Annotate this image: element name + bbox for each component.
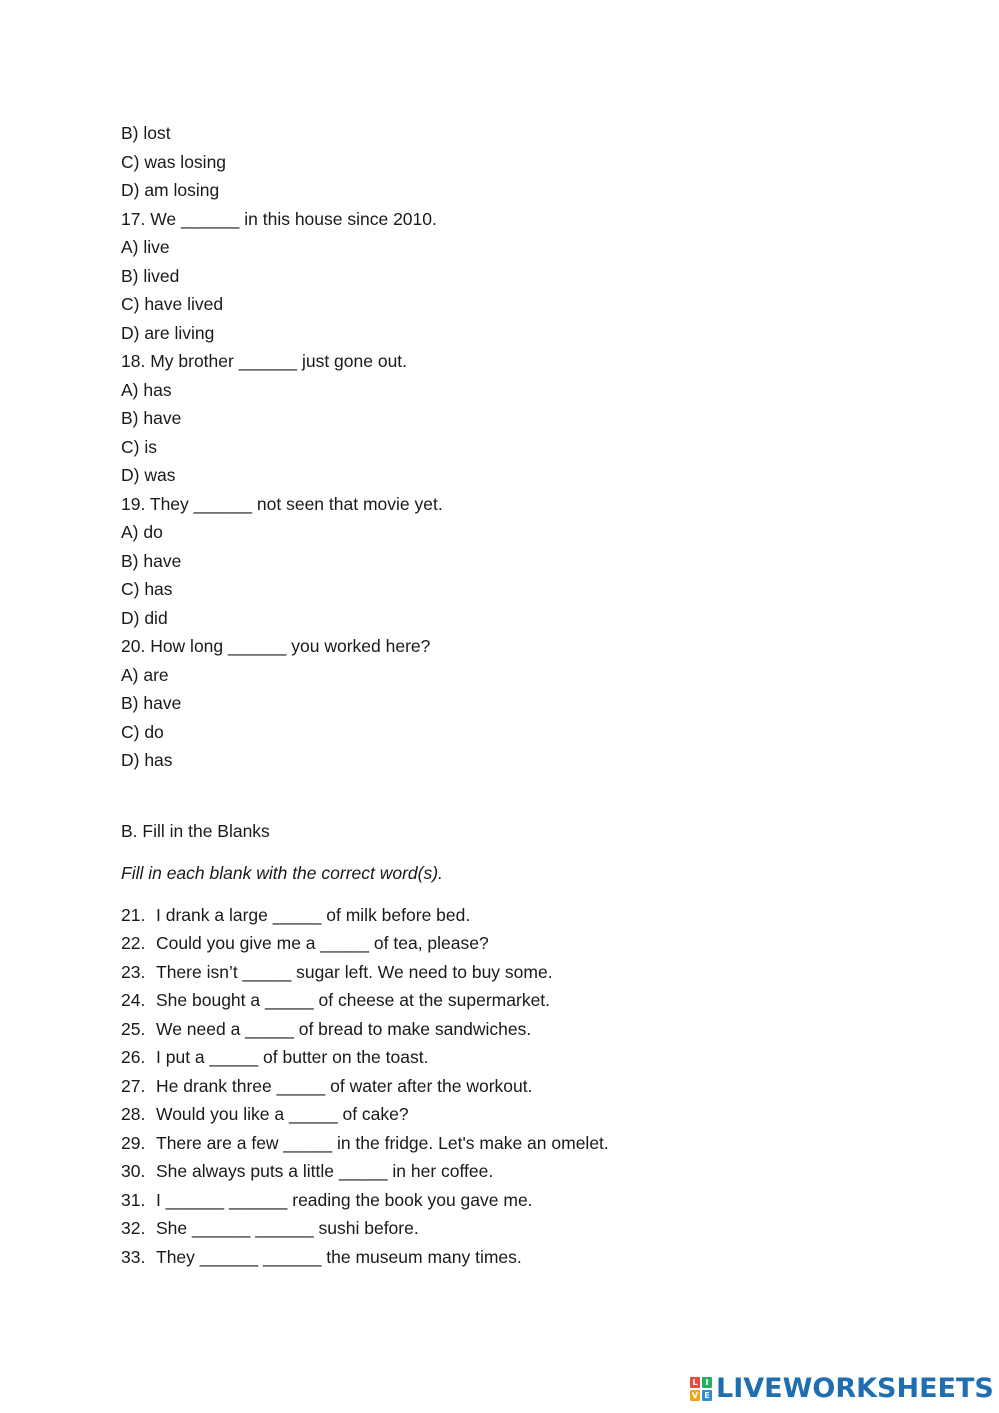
item-text: I put a _____ of butter on the toast. (156, 1047, 429, 1067)
option-line: B) have (121, 551, 182, 571)
item-number: 33. (121, 1247, 146, 1267)
item-text: They ______ ______ the museum many times. (156, 1247, 522, 1267)
item-number: 32. (121, 1218, 146, 1238)
item-number: 21. (121, 905, 146, 925)
fill-blank-item (121, 1217, 419, 1239)
item-number: 28. (121, 1104, 146, 1124)
fill-blank-item (121, 1018, 531, 1040)
option-line: A) live (121, 237, 170, 257)
option-line: D) has (121, 750, 173, 770)
fill-blank-item (121, 961, 553, 983)
fill-blank-item (121, 1046, 428, 1068)
question-line: 18. My brother ______ just gone out. (121, 351, 408, 371)
item-number: 24. (121, 990, 146, 1010)
fill-blank-item (121, 1075, 532, 1097)
option-line: A) has (121, 380, 172, 400)
option-line: B) have (121, 693, 182, 713)
fill-blank-item (121, 1246, 522, 1268)
item-text: She always puts a little _____ in her coffee. (156, 1161, 494, 1181)
item-number: 23. (121, 962, 146, 982)
option-line: B) lived (121, 266, 180, 286)
section-heading: B. Fill in the Blanks (121, 821, 270, 841)
fill-blank-item (121, 904, 470, 926)
question-line: 20. How long ______ you worked here? (121, 636, 431, 656)
option-line: B) lost (121, 123, 171, 143)
section-instruction: Fill in each blank with the correct word(s). (121, 863, 443, 883)
fill-blank-item (121, 932, 489, 954)
option-line: D) was (121, 465, 176, 485)
item-number: 22. (121, 933, 146, 953)
item-number: 31. (121, 1190, 146, 1210)
option-line: C) is (121, 437, 157, 457)
logo-mark-tile: E (702, 1390, 712, 1401)
option-line: C) have lived (121, 294, 224, 314)
fill-blank-item (121, 1189, 533, 1211)
item-text: We need a _____ of bread to make sandwiches. (156, 1019, 532, 1039)
option-line: D) am losing (121, 180, 220, 200)
option-line: C) do (121, 722, 164, 742)
item-text: Would you like a _____ of cake? (156, 1104, 409, 1124)
option-line: B) have (121, 408, 182, 428)
item-text: She ______ ______ sushi before. (156, 1218, 419, 1238)
logo-mark-tile: V (691, 1391, 699, 1400)
logo-mark-tile: I (702, 1377, 712, 1388)
item-number: 29. (121, 1133, 146, 1153)
item-text: He drank three _____ of water after the workout. (156, 1076, 533, 1096)
option-line: A) do (121, 522, 163, 542)
option-line: D) are living (121, 323, 215, 343)
option-line: A) are (121, 665, 169, 685)
item-number: 25. (121, 1019, 146, 1039)
item-text: There isn’t _____ sugar left. We need to buy some. (156, 962, 553, 982)
option-line: C) has (121, 579, 173, 599)
item-text: There are a few _____ in the fridge. Let's make an omelet. (156, 1133, 609, 1153)
fill-blank-item (121, 989, 550, 1011)
option-line: D) did (121, 608, 168, 628)
option-line: C) was losing (121, 152, 227, 172)
item-number: 26. (121, 1047, 146, 1067)
item-number: 27. (121, 1076, 146, 1096)
question-line: 19. They ______ not seen that movie yet. (121, 494, 443, 514)
fill-blank-item (121, 1160, 493, 1182)
logo-mark-tile: L (690, 1377, 700, 1388)
logo-text: LIVEWORKSHEETS (716, 1373, 994, 1404)
item-text: I drank a large _____ of milk before bed. (156, 905, 471, 925)
fill-blank-item (121, 1132, 609, 1154)
question-line: 17. We ______ in this house since 2010. (121, 209, 437, 229)
item-text: She bought a _____ of cheese at the supermarket. (156, 990, 551, 1010)
liveworksheets-logo[interactable] (690, 1374, 994, 1404)
logo-mark-icon (690, 1377, 712, 1401)
fill-blank-item (121, 1103, 409, 1125)
item-number: 30. (121, 1161, 146, 1181)
item-text: Could you give me a _____ of tea, please? (156, 933, 489, 953)
item-text: I ______ ______ reading the book you gave me. (156, 1190, 533, 1210)
